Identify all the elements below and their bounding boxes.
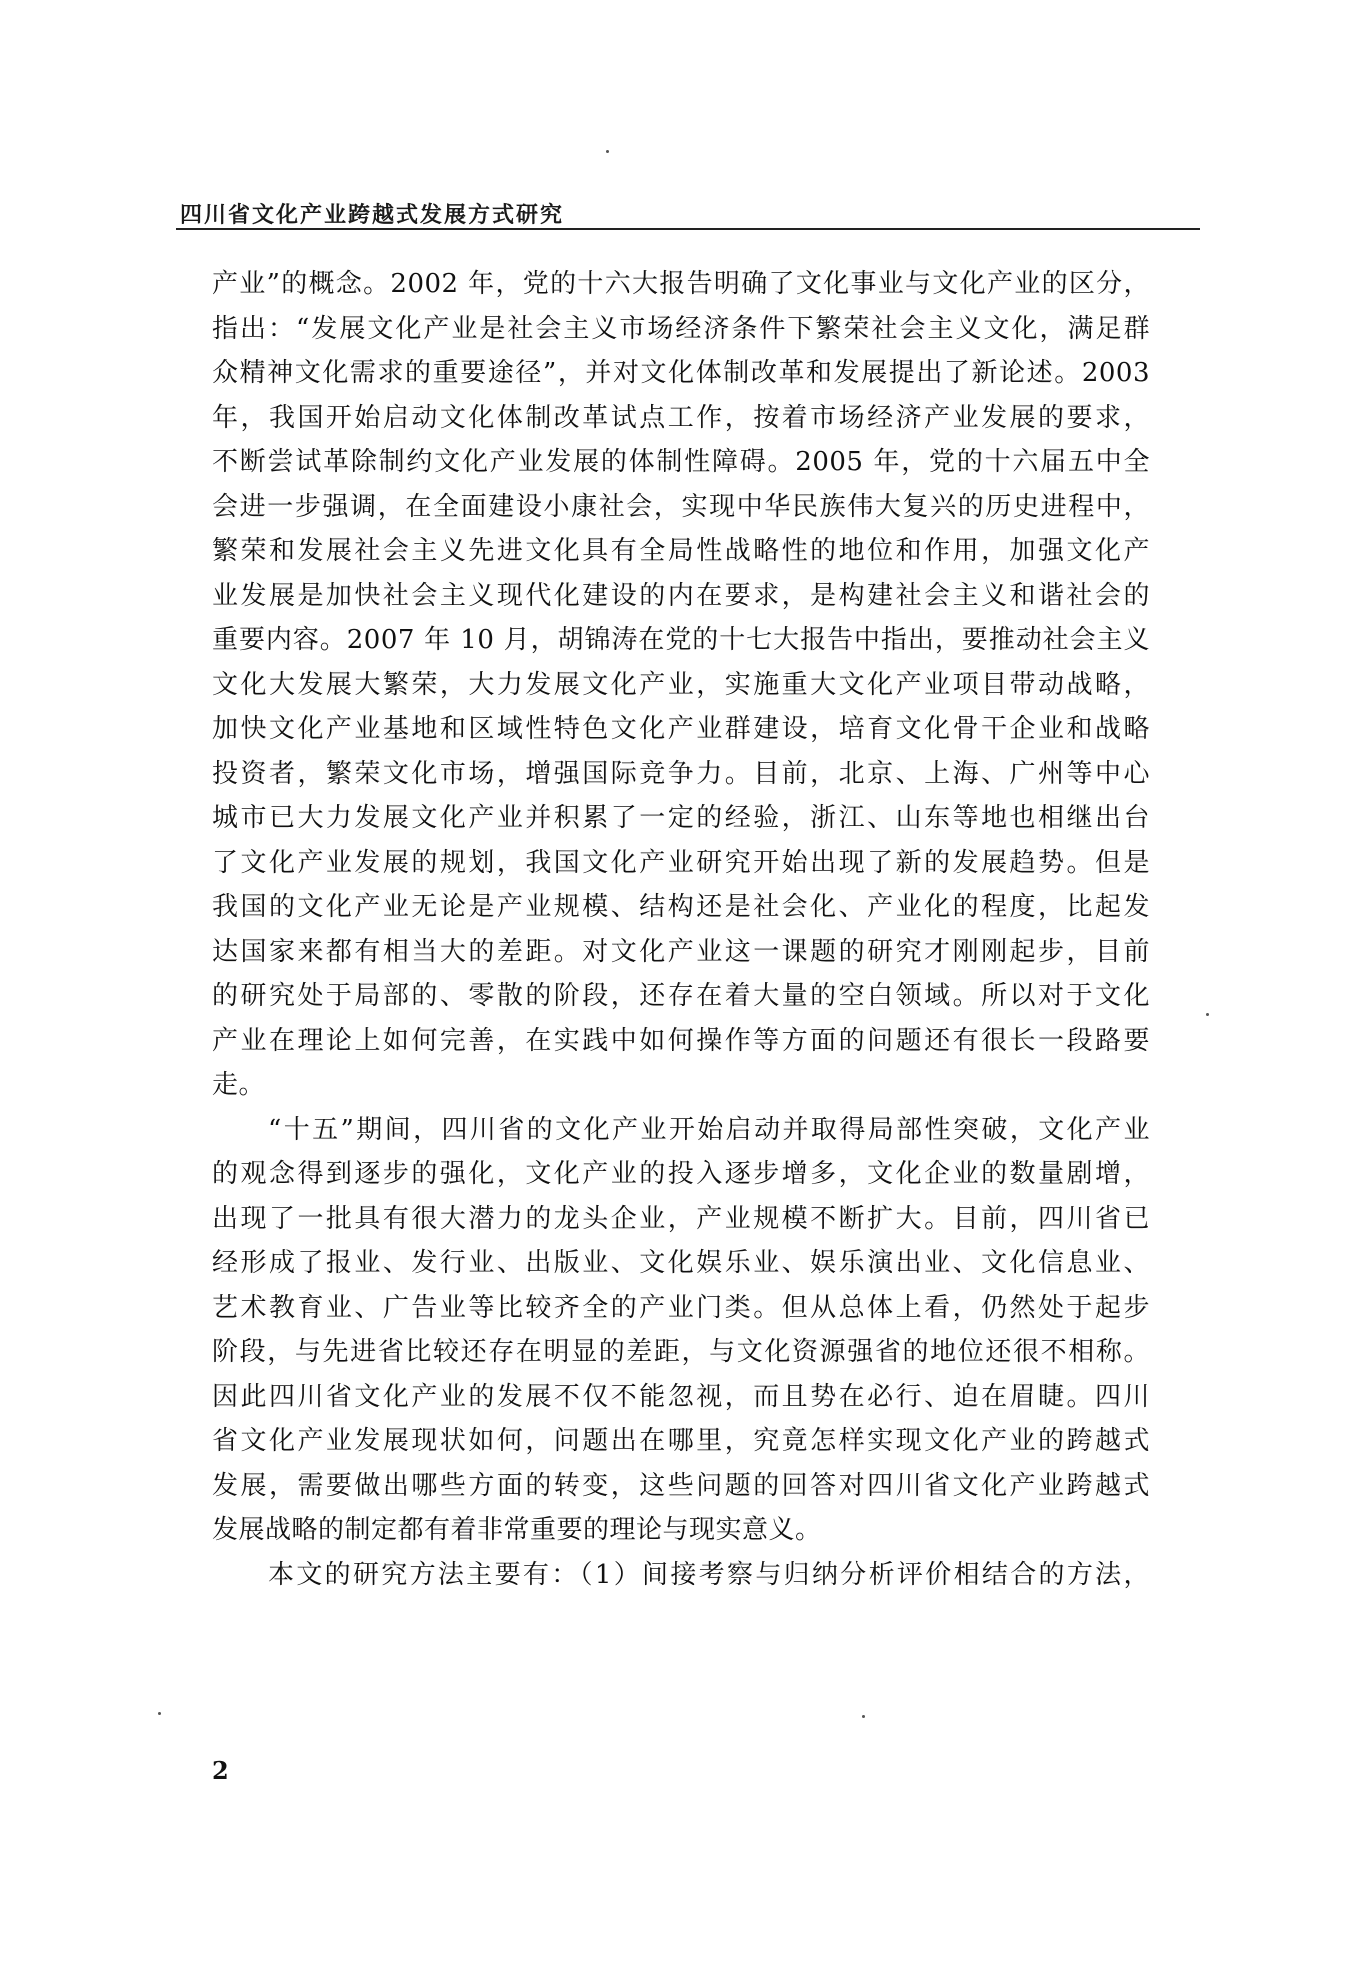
text-line: 的研究处于局部的、零散的阶段，还存在着大量的空白领域。所以对于文化 [212, 981, 1150, 1011]
scan-speck [862, 1715, 865, 1718]
text-line: 发展战略的制定都有着非常重要的理论与现实意义。 [212, 1515, 822, 1545]
text-line: 城市已大力发展文化产业并积累了一定的经验，浙江、山东等地也相继出台 [212, 803, 1150, 833]
text-line: 艺术教育业、广告业等比较齐全的产业门类。但从总体上看，仍然处于起步 [212, 1292, 1150, 1323]
body-text [212, 262, 1150, 1597]
text-line: 达国家来都有相当大的差距。对文化产业这一课题的研究才刚刚起步，目前 [212, 936, 1150, 967]
text-line: 走。 [212, 1070, 266, 1100]
text-line: 的观念得到逐步的强化，文化产业的投入逐步增多，文化企业的数量剧增， [212, 1159, 1150, 1189]
text-line: 会进一步强调，在全面建设小康社会，实现中华民族伟大复兴的历史进程中， [212, 491, 1150, 522]
text-line: 指出：“发展文化产业是社会主义市场经济条件下繁荣社会主义文化，满足群 [212, 313, 1150, 344]
text-line: 本文的研究方法主要有：（1）间接考察与归纳分析评价相结合的方法， [268, 1559, 1150, 1590]
text-line: 年，我国开始启动文化体制改革试点工作，按着市场经济产业发展的要求， [212, 402, 1150, 433]
text-line: 产业在理论上如何完善，在实践中如何操作等方面的问题还有很长一段路要 [212, 1025, 1150, 1056]
running-header-title: 四川省文化产业跨越式发展方式研究 [180, 202, 565, 228]
text-line: 文化大发展大繁荣，大力发展文化产业，实施重大文化产业项目带动战略， [212, 669, 1150, 700]
page-number: 2 [212, 1756, 229, 1785]
scan-speck [606, 150, 609, 153]
text-line: 我国的文化产业无论是产业规模、结构还是社会化、产业化的程度，比起发 [212, 892, 1150, 922]
text-line: 不断尝试革除制约文化产业发展的体制性障碍。2005 年，党的十六届五中全 [212, 447, 1150, 477]
text-line: 了文化产业发展的规划，我国文化产业研究开始出现了新的发展趋势。但是 [212, 847, 1150, 878]
text-line: 投资者，繁荣文化市场，增强国际竞争力。目前，北京、上海、广州等中心 [212, 758, 1150, 789]
text-line: 产业”的概念。2002 年，党的十六大报告明确了文化事业与文化产业的区分， [212, 269, 1150, 299]
text-line: 因此四川省文化产业的发展不仅不能忽视，而且势在必行、迫在眉睫。四川 [212, 1381, 1150, 1412]
text-line: 省文化产业发展现状如何，问题出在哪里，究竟怎样实现文化产业的跨越式 [212, 1426, 1150, 1456]
text-line: 加快文化产业基地和区域性特色文化产业群建设，培育文化骨干企业和战略 [212, 714, 1150, 744]
text-line: 重要内容。2007 年 10 月，胡锦涛在党的十七大报告中指出，要推动社会主义 [212, 625, 1150, 655]
text-line: 出现了一批具有很大潜力的龙头企业，产业规模不断扩大。目前，四川省已 [212, 1203, 1150, 1234]
text-line: 业发展是加快社会主义现代化建设的内在要求，是构建社会主义和谐社会的 [212, 580, 1150, 611]
text-line: 发展，需要做出哪些方面的转变，这些问题的回答对四川省文化产业跨越式 [212, 1470, 1150, 1501]
header-rule [176, 228, 1200, 230]
text-line: 繁荣和发展社会主义先进文化具有全局性战略性的地位和作用，加强文化产 [212, 536, 1150, 566]
text-line: 经形成了报业、发行业、出版业、文化娱乐业、娱乐演出业、文化信息业、 [212, 1248, 1150, 1278]
text-line: 阶段，与先进省比较还存在明显的差距，与文化资源强省的地位还很不相称。 [212, 1337, 1150, 1367]
scan-speck [158, 1712, 161, 1715]
scan-speck [1206, 1013, 1209, 1016]
text-line: “十五”期间，四川省的文化产业开始启动并取得局部性突破，文化产业 [268, 1114, 1150, 1145]
text-line: 众精神文化需求的重要途径”，并对文化体制改革和发展提出了新论述。2003 [212, 358, 1150, 388]
